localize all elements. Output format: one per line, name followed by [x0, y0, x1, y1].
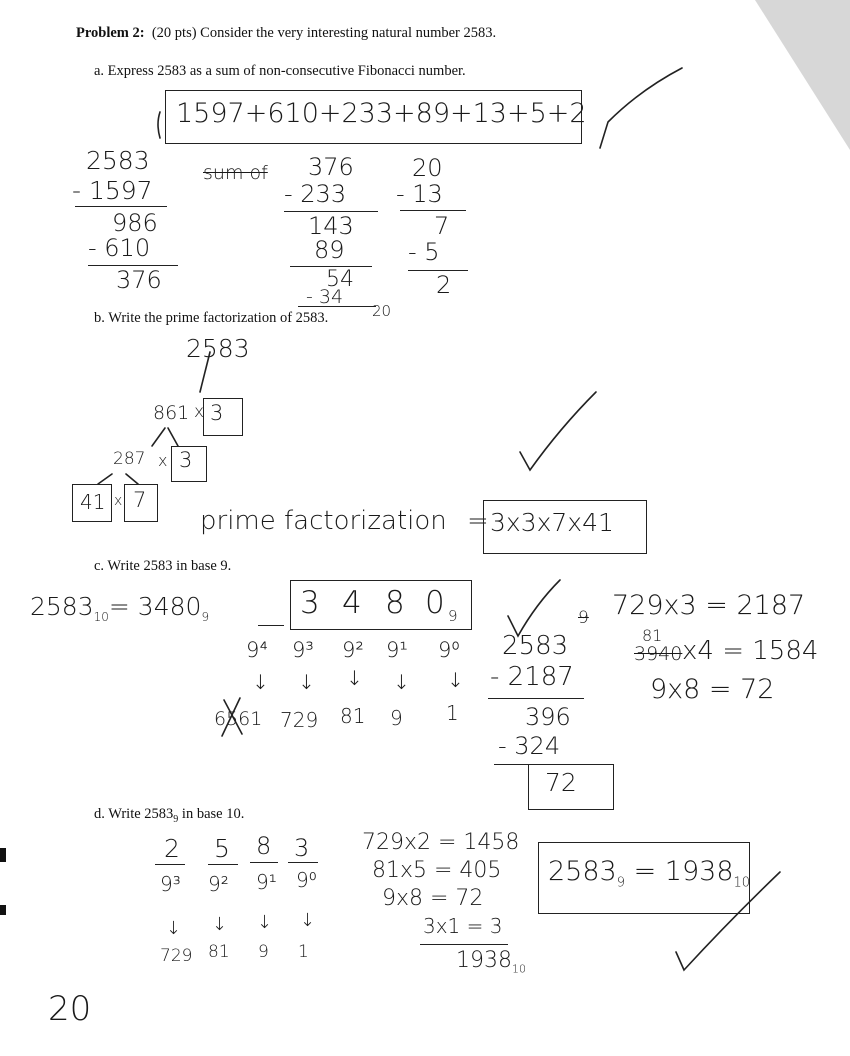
question-c: c. Write 2583 in base 9. — [94, 558, 232, 574]
worksheet-page: Problem 2: (20 pts) Consider the very interesting natural number 2583. a. Express 2583 as a sum of non-consecutive Fibonacci number. 1597+610+233+89+13+5+2 2583 - 1597 986 - 610 376 sum of 376 - 233 143 89 54 - 34 20 20 - 13 7 - 5 2 b. Write the prime factorization of 2583. 2583 861 x 3 287 x 3 41 x 7 prime factorization = 3x3x7x41 c. Write 2583 in base 9. $2583_{10}= 3480_9$ 3 4 8 0 9 9⁴ 9³ 9² 9¹ 9⁰ ↓ ↓ ↓ ↓ ↓ 6561 729 81 9 1 2583 - 2187 396 - 324 72 9 729x3 = 2187 81 3940 x4 = 1584 9x8 = 72 d. Write $2583_9$ in base 10. 2 5 8 3 9³ 9² 9¹ 9⁰ ↓ ↓ ↓ ↓ 729 81 9 1 729x2 = 1458 81x5 = 405 9x8 = 72 3x1 = 3 $1938_{10}$ $2583_9 = 1938_{10}$ 20 — [0, 0, 850, 1056]
bracket-mark — [158, 112, 160, 138]
cross-out — [222, 698, 240, 736]
answer-d-text: $2583_9 = 1938_{10}$ — [548, 856, 751, 891]
question-b: b. Write the prime factorization of 2583. — [94, 310, 329, 326]
answer-b-text: 3x3x7x41 — [490, 508, 614, 537]
question-d: d. Write $2583_9$ in base 10. — [94, 806, 245, 825]
tree-branch — [168, 428, 178, 446]
checkmark — [676, 872, 780, 970]
checkmark — [600, 68, 682, 148]
equals-sign: = — [467, 506, 489, 536]
answer-a-text: 1597+610+233+89+13+5+2 — [176, 98, 587, 129]
tree-branch — [152, 428, 165, 446]
tree-branch — [98, 474, 112, 484]
cross-out — [224, 700, 242, 734]
prime-factorization-label: prime factorization — [200, 506, 447, 536]
tree-branch — [200, 352, 210, 392]
problem-label: Problem 2: — [76, 25, 145, 41]
question-a: a. Express 2583 as a sum of non-consecutive Fibonacci number. — [94, 63, 466, 79]
checkmark — [520, 392, 596, 470]
score-mark: 20 — [48, 989, 92, 1029]
problem-intro: (20 pts) Consider the very interesting natural number 2583. — [151, 25, 497, 41]
side-conversion: $2583_{10}= 3480_9$ — [30, 592, 210, 624]
tree-branch — [126, 474, 138, 484]
checkmark — [508, 580, 560, 636]
crossed-out-work: sum of — [203, 162, 268, 184]
